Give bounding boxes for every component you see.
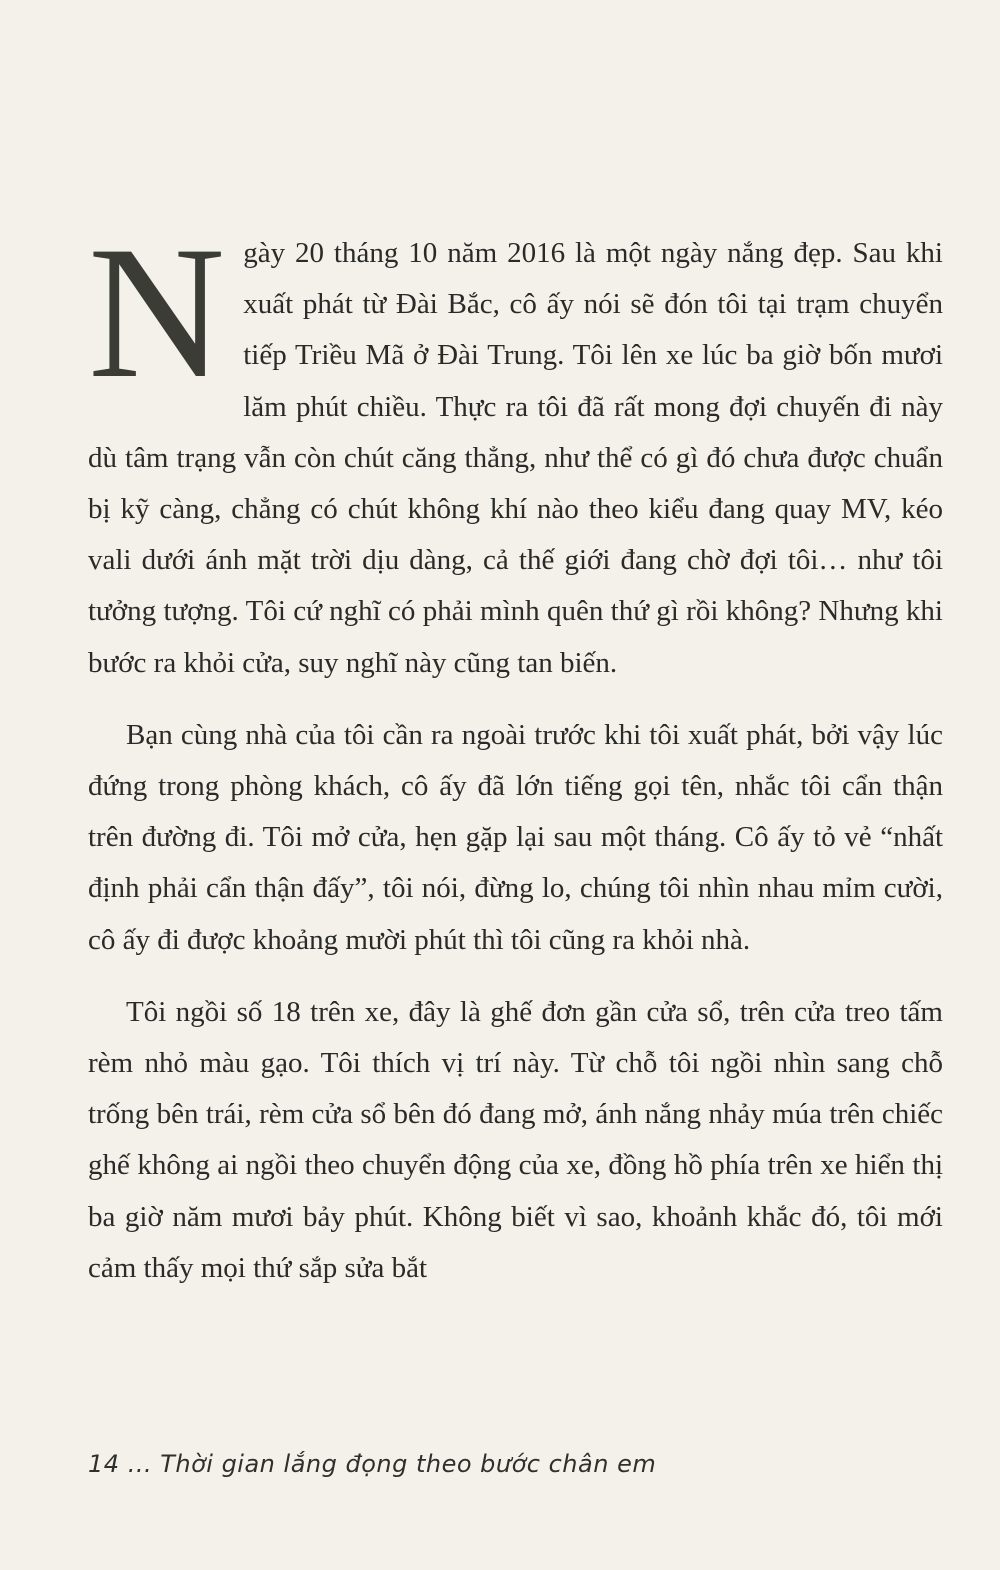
drop-cap: N [88, 208, 226, 418]
running-title: Thời gian lắng đọng theo bước chân em [160, 1450, 657, 1478]
paragraph-3: Tôi ngồi số 18 trên xe, đây là ghế đơn gần cửa sổ, trên cửa treo tấm rèm nhỏ màu gạo. Tôi thích vị trí này. Từ chỗ tôi ngồi nhìn sang chỗ trống bên trái, rèm cửa sổ bên đó đang mở, ánh nắng nhảy múa trên chiếc ghế không ai ngồi theo chuyển động của xe, đồng hồ phía trên xe hiển thị ba giờ năm mươi bảy phút. Không biết vì sao, khoảnh khắc đó, tôi mới cảm thấy mọi thứ sắp sửa bắt [88, 995, 943, 1284]
paragraph-1 [88, 208, 943, 689]
page-number: 14 [88, 1450, 120, 1478]
paragraph-1-text: gày 20 tháng 10 năm 2016 là một ngày nắng đẹp. Sau khi xuất phát từ Đài Bắc, cô ấy nói sẽ đón tôi tại trạm chuyển tiếp Triều Mã ở Đài Trung. Tôi lên xe lúc ba giờ bốn mươi lăm phút chiều. Thực ra tôi đã rất mong đợi chuyến đi này dù tâm trạng vẫn còn chút căng thẳng, như thể có gì đó chưa được chuẩn bị kỹ càng, chẳng có chút không khí nào theo kiểu đang quay MV, kéo vali dưới ánh mặt trời dịu dàng, cả thế giới đang chờ đợi tôi… như tôi tưởng tượng. Tôi cứ nghĩ có phải mình quên thứ gì rồi không? Nhưng khi bước ra khỏi cửa, suy nghĩ này cũng tan biến. [88, 237, 943, 679]
body-text [88, 208, 943, 1294]
paragraph-2: Bạn cùng nhà của tôi cần ra ngoài trước khi tôi xuất phát, bởi vậy lúc đứng trong phòng khách, cô ấy đã lớn tiếng gọi tên, nhắc tôi cẩn thận trên đường đi. Tôi mở cửa, hẹn gặp lại sau một tháng. Cô ấy tỏ vẻ “nhất định phải cẩn thận đấy”, tôi nói, đừng lo, chúng tôi nhìn nhau mỉm cười, cô ấy đi được khoảng mười phút thì tôi cũng ra khỏi nhà. [88, 718, 943, 956]
footer-separator: ... [127, 1450, 153, 1478]
page-footer [88, 1450, 656, 1478]
